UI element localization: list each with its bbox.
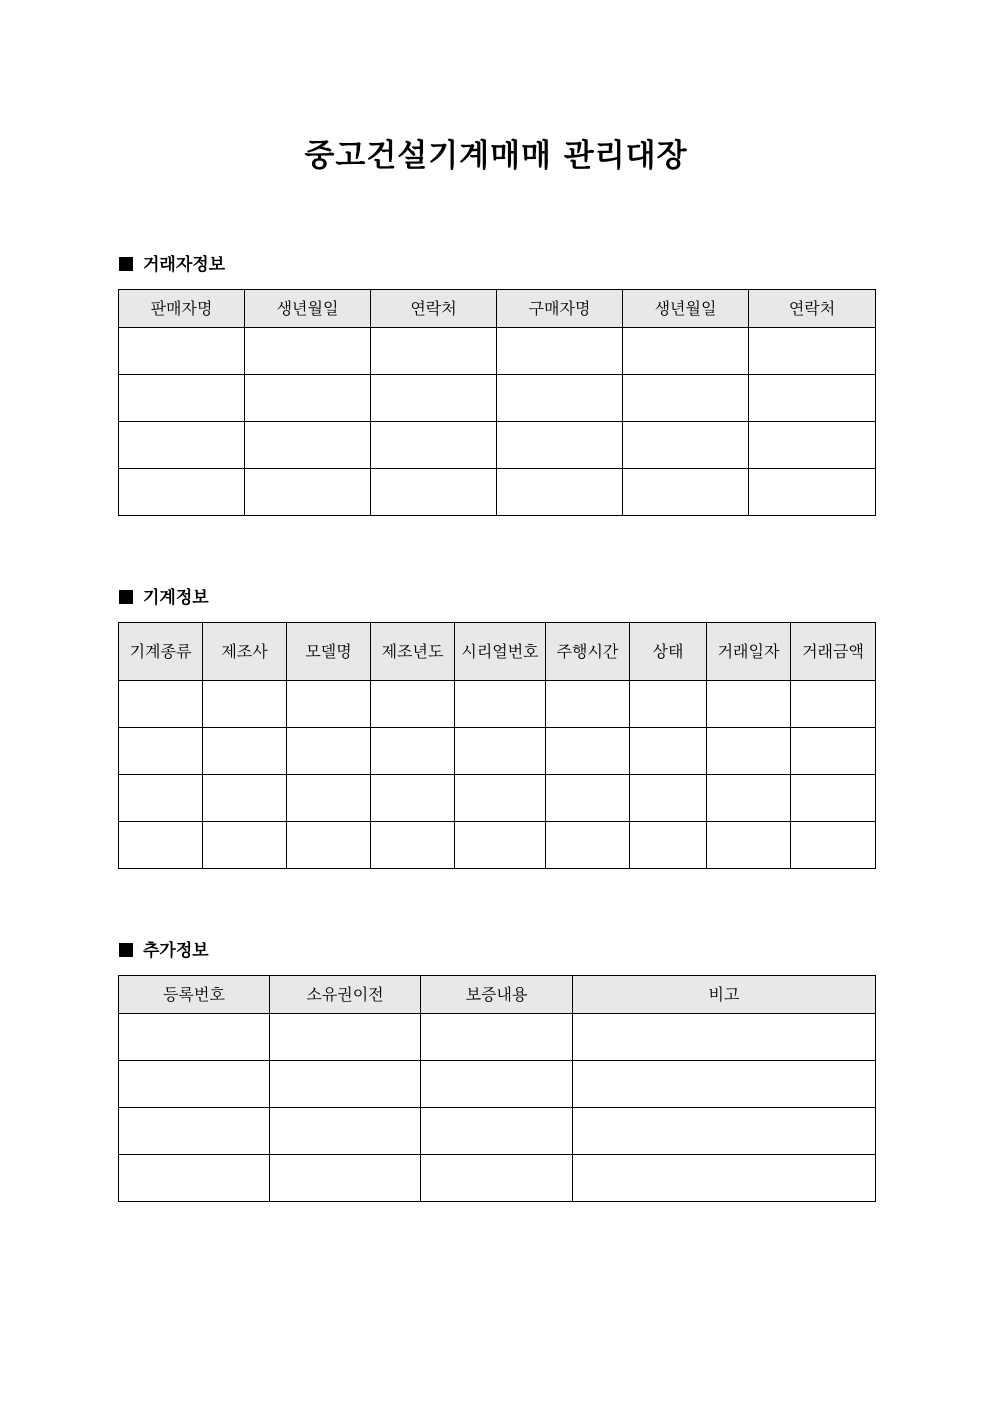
column-header: 기계종류 [119, 623, 203, 681]
table-cell[interactable] [455, 775, 546, 822]
table-row [119, 469, 876, 516]
table-row [119, 1155, 876, 1202]
table-cell[interactable] [546, 681, 630, 728]
column-header: 거래일자 [707, 623, 791, 681]
table-cell[interactable] [546, 728, 630, 775]
table-cell[interactable] [119, 1014, 270, 1061]
table-row [119, 1061, 876, 1108]
section-heading-trader [119, 253, 225, 277]
table-cell[interactable] [630, 681, 707, 728]
column-header: 연락처 [749, 290, 876, 328]
table-cell[interactable] [287, 775, 371, 822]
table-cell[interactable] [119, 422, 245, 469]
table-cell[interactable] [119, 375, 245, 422]
section-heading-extra [119, 939, 209, 963]
table-cell[interactable] [497, 328, 623, 375]
column-header: 제조년도 [371, 623, 455, 681]
table-row [119, 728, 876, 775]
table-cell[interactable] [203, 822, 287, 869]
table-cell[interactable] [119, 822, 203, 869]
table-cell[interactable] [791, 775, 876, 822]
table-cell[interactable] [421, 1155, 573, 1202]
column-header: 생년월일 [623, 290, 749, 328]
table-cell[interactable] [287, 728, 371, 775]
table-cell[interactable] [119, 1061, 270, 1108]
table-cell[interactable] [371, 728, 455, 775]
column-header: 거래금액 [791, 623, 876, 681]
column-header: 보증내용 [421, 976, 573, 1014]
table-cell[interactable] [791, 822, 876, 869]
table-cell[interactable] [119, 469, 245, 516]
column-header: 제조사 [203, 623, 287, 681]
document-title: 중고건설기계매매 관리대장 [304, 138, 688, 174]
table-cell[interactable] [497, 375, 623, 422]
column-header: 생년월일 [245, 290, 371, 328]
table-row [119, 328, 876, 375]
column-header: 판매자명 [119, 290, 245, 328]
column-header: 소유권이전 [270, 976, 421, 1014]
table-row [119, 681, 876, 728]
column-header: 연락처 [371, 290, 497, 328]
table-cell[interactable] [623, 375, 749, 422]
table-cell[interactable] [245, 328, 371, 375]
table-cell[interactable] [749, 469, 876, 516]
table-cell[interactable] [371, 375, 497, 422]
table-cell[interactable] [497, 422, 623, 469]
table-cell[interactable] [245, 469, 371, 516]
machine-info-table [118, 622, 876, 869]
table-header-row [119, 623, 876, 681]
table-row [119, 775, 876, 822]
table-cell[interactable] [119, 1108, 270, 1155]
table-cell[interactable] [371, 328, 497, 375]
table-cell[interactable] [455, 681, 546, 728]
section-heading-machine [119, 586, 209, 610]
table-cell[interactable] [371, 422, 497, 469]
table-cell[interactable] [623, 469, 749, 516]
square-bullet-icon [119, 943, 133, 957]
table-cell[interactable] [421, 1014, 573, 1061]
table-cell[interactable] [573, 1108, 876, 1155]
column-header: 주행시간 [546, 623, 630, 681]
table-cell[interactable] [497, 469, 623, 516]
table-cell[interactable] [630, 822, 707, 869]
table-cell[interactable] [371, 822, 455, 869]
trader-info-table [118, 289, 876, 516]
section-heading-extra-label: 추가정보 [143, 941, 209, 961]
table-cell[interactable] [707, 728, 791, 775]
table-cell[interactable] [630, 728, 707, 775]
square-bullet-icon [119, 257, 133, 271]
table-cell[interactable] [119, 728, 203, 775]
section-heading-trader-label: 거래자정보 [143, 255, 226, 275]
column-header: 비고 [573, 976, 876, 1014]
table-row [119, 375, 876, 422]
table-cell[interactable] [707, 822, 791, 869]
table-cell[interactable] [270, 1061, 421, 1108]
table-cell[interactable] [573, 1155, 876, 1202]
section-heading-machine-label: 기계정보 [143, 588, 209, 608]
table-cell[interactable] [245, 422, 371, 469]
table-cell[interactable] [119, 1155, 270, 1202]
table-cell[interactable] [546, 822, 630, 869]
table-row [119, 822, 876, 869]
table-row [119, 1108, 876, 1155]
column-header: 등록번호 [119, 976, 270, 1014]
table-cell[interactable] [119, 328, 245, 375]
table-cell[interactable] [707, 681, 791, 728]
table-cell[interactable] [573, 1061, 876, 1108]
table-cell[interactable] [749, 422, 876, 469]
table-cell[interactable] [546, 775, 630, 822]
column-header: 모델명 [287, 623, 371, 681]
table-row [119, 422, 876, 469]
square-bullet-icon [119, 590, 133, 604]
column-header: 시리얼번호 [455, 623, 546, 681]
table-cell[interactable] [791, 681, 876, 728]
table-header-row [119, 290, 876, 328]
table-cell[interactable] [421, 1108, 573, 1155]
table-cell[interactable] [371, 775, 455, 822]
table-cell[interactable] [245, 375, 371, 422]
table-cell[interactable] [203, 775, 287, 822]
table-cell[interactable] [791, 728, 876, 775]
table-cell[interactable] [119, 775, 203, 822]
table-cell[interactable] [371, 469, 497, 516]
column-header: 상태 [630, 623, 707, 681]
table-cell[interactable] [203, 728, 287, 775]
table-cell[interactable] [623, 422, 749, 469]
table-cell[interactable] [287, 822, 371, 869]
table-cell[interactable] [421, 1061, 573, 1108]
table-cell[interactable] [630, 775, 707, 822]
table-cell[interactable] [203, 681, 287, 728]
table-cell[interactable] [749, 328, 876, 375]
table-cell[interactable] [287, 681, 371, 728]
table-header-row [119, 976, 876, 1014]
table-cell[interactable] [119, 681, 203, 728]
table-cell[interactable] [573, 1014, 876, 1061]
table-cell[interactable] [707, 775, 791, 822]
table-cell[interactable] [270, 1014, 421, 1061]
table-cell[interactable] [455, 728, 546, 775]
table-cell[interactable] [455, 822, 546, 869]
table-cell[interactable] [623, 328, 749, 375]
extra-info-table [118, 975, 876, 1202]
table-row [119, 1014, 876, 1061]
table-cell[interactable] [270, 1108, 421, 1155]
table-cell[interactable] [270, 1155, 421, 1202]
table-cell[interactable] [371, 681, 455, 728]
table-cell[interactable] [749, 375, 876, 422]
column-header: 구매자명 [497, 290, 623, 328]
